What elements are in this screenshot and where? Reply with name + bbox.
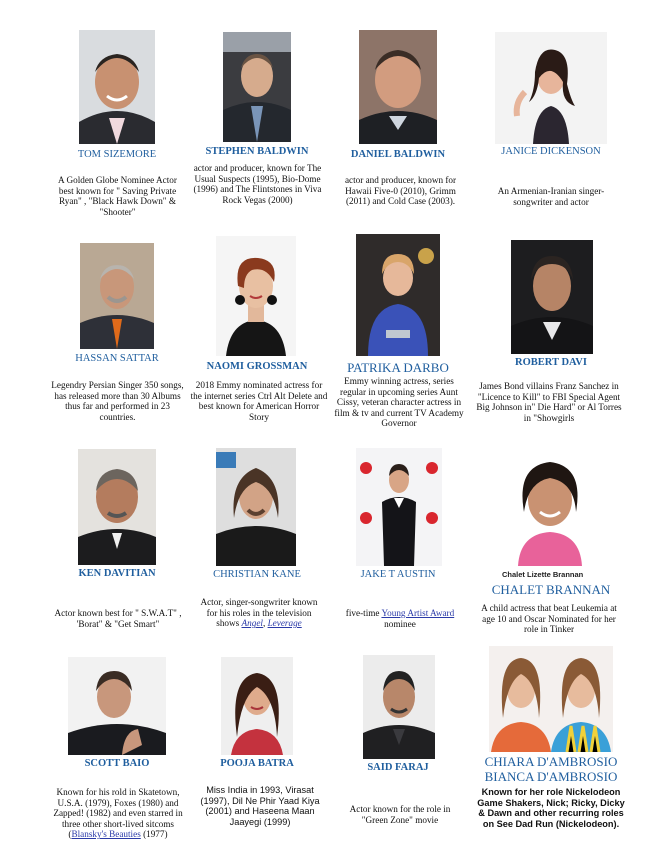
desc-dambrosio-post: (Nickelodeon). <box>553 818 620 829</box>
desc-jake-t-austin-text: five-time <box>345 608 382 618</box>
desc-chalet-brannan: A child actress that beat Leukemia at age 10 and Oscar Nominated for her role in Tinker <box>481 603 617 635</box>
photo-janice-dickenson <box>495 32 607 144</box>
link-angel[interactable]: Angel <box>241 618 263 629</box>
name-bianca-dambrosio: BIANCA D'AMBROSIO <box>484 769 618 784</box>
desc-pooja-batra: Miss India in 1993, Virasat (1997), Dil Ne Phir Yaad Kiya (2001) and Haseena Maan Jaayegi (1999) <box>200 785 320 827</box>
link-leverage[interactable]: Leverage <box>267 618 302 629</box>
desc-daniel-baldwin: actor and producer, known for Hawaii Five-0 (2010), Grimm (2011) and Cold Case (2003). <box>344 175 457 207</box>
desc-stephen-baldwin: actor and producer, known for The Usual Suspects (1995), Bio-Dome (1996) and The Flintstones in Viva Rock Vegas (2000) <box>193 163 322 205</box>
desc-tom-sizemore: A Golden Globe Nominee Actor best known for " Saving Private Ryan" , "Black Hawk Down" & "Shooter" <box>58 175 177 217</box>
photo-said-faraj <box>363 655 435 759</box>
desc-scott-baio-text: Known for his rold in Skatetown, U.S.A. (1979), Foxes (1980) and Zapped! (1982) and even starred in three other short-lived sitcoms ( <box>53 787 183 840</box>
name-stephen-baldwin: STEPHEN BALDWIN <box>205 146 309 157</box>
desc-janice-dickenson: An Armenian-Iranian singer-songwriter and actor <box>497 186 605 207</box>
desc-patrika-darbo: Emmy winning actress, series regular in upcoming series Aunt Cissy, veteran character actress in film & tv and current TV Academy Governor <box>334 376 464 429</box>
desc-christian-kane <box>194 597 324 629</box>
desc-hassan-sattar: Legendry Persian Singer 350 songs, has released more than 30 Albums thus far and performed in 23 countries. <box>51 380 184 422</box>
name-chiara-dambrosio: CHIARA D'AMBROSIO <box>484 754 618 769</box>
photo-robert-davi <box>511 240 593 354</box>
name-pooja-batra: POOJA BATRA <box>220 758 294 769</box>
name-robert-davi: ROBERT DAVI <box>515 357 587 368</box>
photo-stephen-baldwin <box>223 32 291 142</box>
desc-ken-davitian: Actor known best for " S.W.A.T" , 'Borat" & "Get Smart" <box>54 608 182 629</box>
name-daniel-baldwin: DANIEL BALDWIN <box>350 149 446 160</box>
desc-robert-davi: James Bond villains Franz Sanchez in "Licence to Kill" to FBI Special Agent Big Johnson in" Die Hard" or Al Torres in "Showgirls <box>476 381 622 423</box>
desc-christian-kane-sep: , <box>262 618 268 629</box>
name-jake-t-austin: JAKE T AUSTIN <box>360 569 436 580</box>
desc-scott-baio <box>44 787 192 840</box>
desc-chiara-bianca-dambrosio <box>476 787 626 829</box>
desc-christian-kane-text: Actor, singer-songwriter known for his roles in the television shows <box>200 597 318 629</box>
link-blanskys-beauties[interactable]: Blansky's Beauties <box>71 829 141 840</box>
see-dad-run-title: See Dad Run <box>496 818 554 829</box>
desc-naomi-grossman: 2018 Emmy nominated actress for the internet series Ctrl Alt Delete and best known for American Horror Story <box>190 380 328 422</box>
name-said-faraj: SAID FARAJ <box>367 762 429 773</box>
desc-dambrosio-text: Known for her role Nickelodeon Game Shakers, Nick; Ricky, Dicky & Dawn and other recurring roles on <box>477 787 625 829</box>
photo-jake-t-austin <box>356 448 442 566</box>
photo-scott-baio <box>68 657 166 755</box>
desc-jake-t-austin-post: nominee <box>384 618 416 629</box>
photo-christian-kane <box>216 448 296 566</box>
name-scott-baio: SCOTT BAIO <box>84 758 150 769</box>
name-naomi-grossman: NAOMI GROSSMAN <box>206 361 308 372</box>
photo-hassan-sattar <box>80 243 154 349</box>
photo-tom-sizemore <box>79 30 155 144</box>
desc-jake-t-austin <box>340 608 460 629</box>
name-patrika-darbo: PATRIKA DARBO <box>347 360 449 375</box>
desc-said-faraj: Actor known for the role in "Green Zone" movie <box>349 804 451 825</box>
photo-daniel-baldwin <box>359 30 437 144</box>
name-tom-sizemore: TOM SIZEMORE <box>77 149 157 160</box>
photo-chalet-brannan <box>502 442 598 566</box>
photo-patrika-darbo <box>356 234 440 356</box>
photo-chiara-bianca-dambrosio <box>489 646 613 752</box>
caption-chalet-brannan: Chalet Lizette Brannan <box>502 570 584 579</box>
name-christian-kane: CHRISTIAN KANE <box>213 569 301 580</box>
photo-pooja-batra <box>221 657 293 755</box>
link-young-artist-award[interactable]: Young Artist Award <box>381 608 455 618</box>
name-chalet-brannan: CHALET BRANNAN <box>491 582 611 597</box>
photo-ken-davitian <box>78 449 156 565</box>
desc-scott-baio-post: (1977) <box>140 829 168 840</box>
name-hassan-sattar: HASSAN SATTAR <box>75 353 159 364</box>
name-ken-davitian: KEN DAVITIAN <box>78 568 156 579</box>
name-janice-dickenson: JANICE DICKENSON <box>501 146 601 157</box>
photo-naomi-grossman <box>216 236 296 356</box>
